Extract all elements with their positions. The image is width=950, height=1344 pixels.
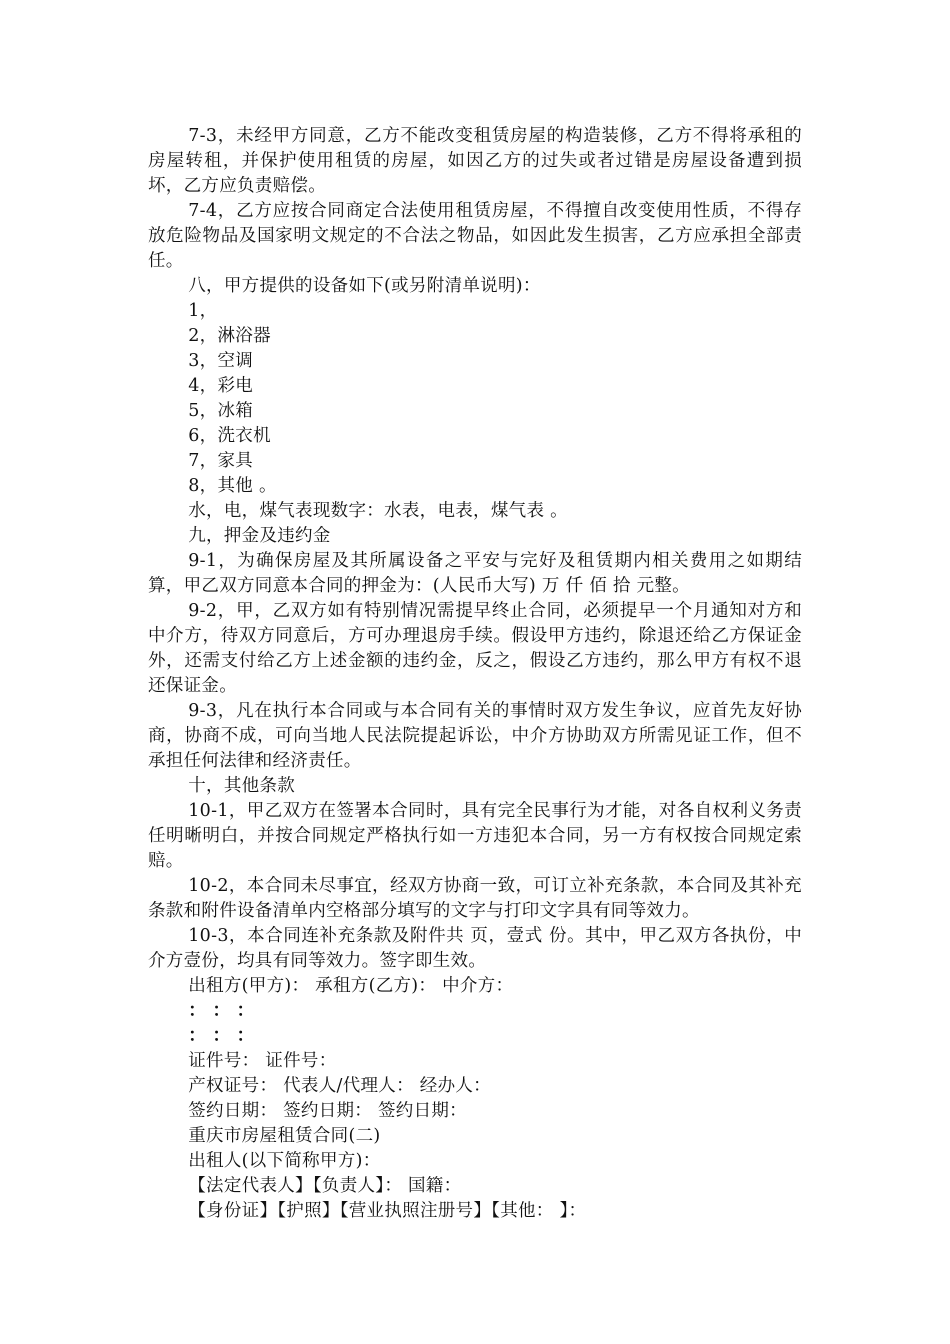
clause-7-3: 7-3，未经甲方同意，乙方不能改变租赁房屋的构造装修，乙方不得将承租的房屋转租，并保护使用租赁的房屋，如因乙方的过失或者过错是房屋设备遭到损坏，乙方应负责赔偿。 [148, 126, 802, 196]
representative-line: 【法定代表人】【负责人】： 国籍： [188, 1176, 462, 1196]
equipment-item-6: 6，洗衣机 [188, 426, 271, 446]
signature-colons-row-1: ： ： ： [188, 1001, 255, 1021]
clause-10-3: 10-3，本合同连补充条款及附件共 页，壹式 份。其中，甲乙双方各执份，中介方壹份，均具有同等效力。签字即生效。 [148, 926, 802, 971]
contract-2-title: 重庆市房屋租赁合同(二) [188, 1126, 381, 1146]
equipment-item-4: 4，彩电 [188, 376, 254, 396]
clause-10-2: 10-2，本合同未尽事宜，经双方协商一致，可订立补充条款，本合同及其补充条款和附件设备清单内空格部分填写的文字与打印文字具有同等效力。 [148, 876, 802, 921]
equipment-item-8: 8，其他 。 [188, 476, 277, 496]
meter-readings: 水，电，煤气表现数字：水表，电表，煤气表 。 [188, 501, 568, 521]
document-body [148, 124, 802, 1224]
equipment-item-3: 3，空调 [188, 351, 254, 371]
id-type-line: 【身份证】【护照】【营业执照注册号】【其他： 】： [188, 1201, 587, 1221]
clause-9-3: 9-3，凡在执行本合同或与本合同有关的事情时双方发生争议，应首先友好协商，协商不成，可向当地人民法院提起诉讼，中介方协助双方所需见证工作，但不承担任何法律和经济责任。 [148, 701, 802, 771]
signature-parties: 出租方(甲方)： 承租方(乙方)： 中介方： [188, 976, 514, 996]
clause-9-2: 9-2，甲，乙双方如有特别情况需提早终止合同，必须提早一个月通知对方和中介方，待双方同意后，方可办理退房手续。假设甲方违约，除退还给乙方保证金外，还需支付给乙方上述金额的违约金，反之，假设乙方违约，那么甲方有权不退还保证金。 [148, 601, 802, 696]
id-number-row: 证件号： 证件号： [188, 1051, 337, 1071]
clause-10-1: 10-1，甲乙双方在签署本合同时，具有完全民事行为才能，对各自权利义务责任明晰明白，并按合同规定严格执行如一方违犯本合同，另一方有权按合同规定索赔。 [148, 801, 802, 871]
signing-date-row: 签约日期： 签约日期： 签约日期： [188, 1101, 467, 1121]
equipment-item-1: 1， [188, 301, 218, 321]
clause-9-1: 9-1，为确保房屋及其所属设备之平安与完好及租赁期内相关费用之如期结算，甲乙双方同意本合同的押金为：(人民币大写) 万 仟 佰 拾 元整。 [148, 551, 802, 596]
section-9-heading: 九，押金及违约金 [188, 526, 331, 546]
equipment-item-5: 5，冰箱 [188, 401, 254, 421]
property-cert-row: 产权证号： 代表人/代理人： 经办人： [188, 1076, 491, 1096]
clause-7-4: 7-4，乙方应按合同商定合法使用租赁房屋，不得擅自改变使用性质，不得存放危险物品及国家明文规定的不合法之物品，如因此发生损害，乙方应承担全部责任。 [148, 201, 802, 271]
section-10-heading: 十，其他条款 [188, 776, 296, 796]
signature-colons-row-2: ： ： ： [188, 1026, 255, 1046]
lessor-line: 出租人(以下简称甲方)： [188, 1151, 381, 1171]
section-8-heading: 八，甲方提供的设备如下(或另附清单说明)： [188, 276, 541, 296]
equipment-item-7: 7，家具 [188, 451, 254, 471]
equipment-item-2: 2，淋浴器 [188, 326, 271, 346]
